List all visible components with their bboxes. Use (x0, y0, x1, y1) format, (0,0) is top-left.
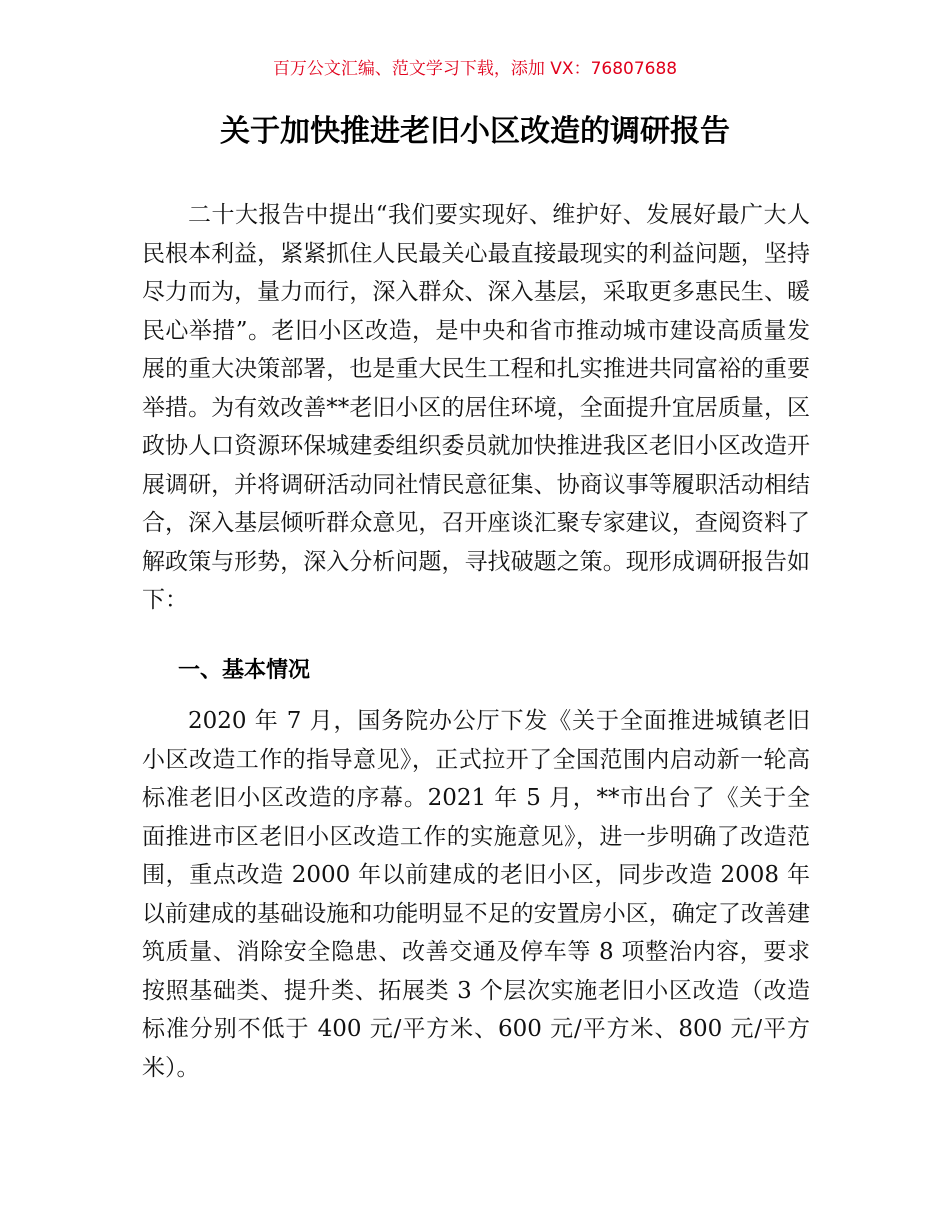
intro-paragraph: 二十大报告中提出“我们要实现好、维护好、发展好最广大人民根本利益，紧紧抓住人民最关心最直接最现实的利益问题，坚持尽力而为，量力而行，深入群众、深入基层，采取更多惠民生、暖民心举措”。老旧小区改造，是中央和省市推动城市建设高质量发展的重大决策部署，也是重大民生工程和扎实推进共同富裕的重要举措。为有效改善**老旧小区的居住环境，全面提升宜居质量，区政协人口资源环保城建委组织委员就加快推进我区老旧小区改造开展调研，并将调研活动同社情民意征集、协商议事等履职活动相结合，深入基层倾听群众意见，召开座谈汇聚专家建议，查阅资料了解政策与形势，深入分析问题，寻找破题之策。现形成调研报告如下： (142, 202, 810, 613)
basic-situation-paragraph: 2020 年 7 月，国务院办公厅下发《关于全面推进城镇老旧小区改造工作的指导意见》，正式拉开了全国范围内启动新一轮高标准老旧小区改造的序幕。2021 年 5 月，**市出台了《关于全面推进市区老旧小区改造工作的实施意见》，进一步明确了改造范围，重点改造 2000 年以前建成的老旧小区，同步改造 2008 年以前建成的基础设施和功能明显不足的安置房小区，确定了改善建筑质量、消除安全隐患、改善交通及停车等 8 项整治内容，要求按照基础类、提升类、拓展类 3 个层次实施老旧小区改造（改造标准分别不低于 400 元/平方米、600 元/平方米、800 元/平方米）。 (142, 708, 810, 1081)
download-notice: 百万公文汇编、范文学习下载，添加 VX：76807688 (272, 59, 678, 79)
section-heading: 一、基本情况 (178, 658, 311, 683)
document-title: 关于加快推进老旧小区改造的调研报告 (220, 114, 730, 149)
